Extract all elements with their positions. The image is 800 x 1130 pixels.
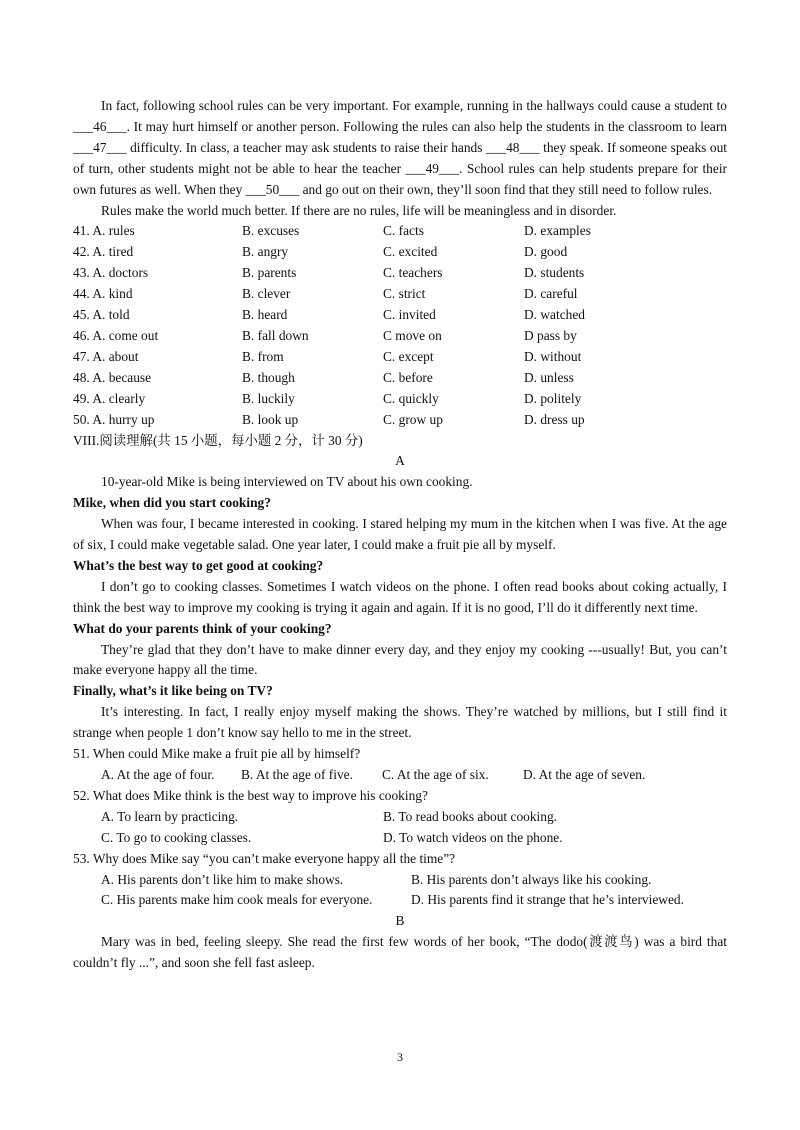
answer-option: B. To read books about cooking. <box>383 808 557 824</box>
option: C. before <box>383 369 433 385</box>
option: C. teachers <box>383 265 443 281</box>
interview-question: What’s the best way to get good at cooking? <box>73 557 324 573</box>
answer-option: C. To go to cooking classes. <box>101 829 252 845</box>
option: 43. A. doctors <box>73 265 149 281</box>
option: D. good <box>524 244 568 260</box>
interview-answer: It’s interesting. In fact, I really enjoy myself making the shows. They’re watched by millions, but I still find it strange when people 1 don’t know say hello to me in the street. <box>73 704 727 741</box>
option: D. careful <box>524 286 578 302</box>
answer-option: D. To watch videos on the phone. <box>383 829 563 845</box>
option: B. excuses <box>242 223 300 239</box>
option: D. watched <box>524 307 585 323</box>
option: C. except <box>383 348 434 364</box>
cloze-paragraph-2: Rules make the world much better. If there are no rules, life will be meaningless and in disorder. <box>101 202 617 218</box>
option-row <box>73 221 727 242</box>
answer-option: D. At the age of seven. <box>523 767 646 782</box>
option-row <box>73 305 727 326</box>
option: B. look up <box>242 411 299 427</box>
answer-option: D. His parents find it strange that he’s interviewed. <box>411 892 684 908</box>
option-row <box>73 284 727 305</box>
page-content <box>73 96 727 974</box>
option: C. strict <box>383 286 426 302</box>
option: 45. A. told <box>73 307 130 323</box>
passage-a-letter: A <box>395 453 405 469</box>
option: B. heard <box>242 307 288 323</box>
option: C. quickly <box>383 390 439 406</box>
option: B. luckily <box>242 390 295 406</box>
answer-option: A. To learn by practicing. <box>101 808 239 824</box>
answer-option: B. At the age of five. <box>241 767 353 782</box>
option: 50. A. hurry up <box>73 411 155 427</box>
question-52-options <box>73 807 727 849</box>
option: C. excited <box>383 244 438 260</box>
page-number: 3 <box>397 1050 403 1064</box>
interview-answer: I don’t go to cooking classes. Sometimes I watch videos on the phone. I often read books about coking actually, I think the best way to improve my cooking is trying it again and again. If it is no good, I’ll do it differently next time. <box>73 578 727 615</box>
option: B. fall down <box>242 327 309 343</box>
question-51: 51. When could Mike make a fruit pie all by himself? <box>73 746 361 762</box>
option-row <box>73 242 727 263</box>
option-row <box>73 368 727 389</box>
option: D. politely <box>524 390 582 406</box>
question-52: 52. What does Mike think is the best way to improve his cooking? <box>73 787 428 803</box>
option: B. though <box>242 369 295 385</box>
option-row <box>73 326 727 347</box>
answer-option: C. At the age of six. <box>382 767 489 782</box>
interview-answer: When was four, I became interested in cooking. I stared helping my mum in the kitchen when I was five. At the age of six, I could make vegetable salad. One year later, I could make a fruit pie all by myself. <box>73 516 727 553</box>
option: B. angry <box>242 244 289 260</box>
passage-b-letter: B <box>395 913 405 929</box>
passage-a-intro: 10-year-old Mike is being interviewed on TV about his own cooking. <box>101 474 473 490</box>
option: D. without <box>524 348 582 364</box>
option: B. parents <box>242 265 297 281</box>
option-row <box>73 347 727 368</box>
option-row <box>73 389 727 410</box>
option: B. from <box>242 348 284 364</box>
cloze-options <box>73 221 727 430</box>
question-53: 53. Why does Mike say “you can’t make everyone happy all the time”? <box>73 850 456 866</box>
option: 42. A. tired <box>73 244 134 260</box>
interview-answer: They’re glad that they don’t have to make dinner every day, and they enjoy my cooking ---usually! But, you can’t make everyone happy all the time. <box>73 641 727 678</box>
option: B. clever <box>242 286 291 302</box>
option: D. students <box>524 265 585 281</box>
option: 44. A. kind <box>73 286 133 302</box>
answer-option: A. His parents don’t like him to make shows. <box>101 871 344 887</box>
option: D. unless <box>524 369 574 385</box>
option: 46. A. come out <box>73 327 159 343</box>
cloze-paragraph-1: In fact, following school rules can be very important. For example, running in the hallways could cause a student to ___46___. It may hurt himself or another person. Following the rules can also help the students in the classroom to learn ___47___ difficulty. In class, a teacher may ask students to raise their hands ___48___ they speak. If someone speaks out of turn, other students might not be able to hear the teacher ___49___. School rules can help students prepare for their own futures as well. When they ___50___ and go out on their own, they’ll soon find that they still need to follow rules. <box>73 98 727 197</box>
option: D. examples <box>524 223 591 239</box>
option: C. facts <box>383 223 424 239</box>
passage-b-paragraph: Mary was in bed, feeling sleepy. She read the first few words of her book, “The dodo(渡渡鸟) was a bird that couldn’t fly ...”, and soon she fell fast asleep. <box>73 934 727 971</box>
interview-question: Finally, what’s it like being on TV? <box>73 683 273 699</box>
option: C. grow up <box>383 411 443 427</box>
section-heading: VIII.阅读理解(共 15 小题，每小题 2 分，计 30 分) <box>73 432 363 448</box>
answer-option: B. His parents don’t always like his cooking. <box>411 871 652 887</box>
interview-question: Mike, when did you start cooking? <box>73 495 271 511</box>
option-row <box>73 263 727 284</box>
option: D. dress up <box>524 411 585 427</box>
option: 41. A. rules <box>73 223 135 239</box>
option: C move on <box>383 327 442 343</box>
answer-option: C. His parents make him cook meals for everyone. <box>101 892 373 908</box>
interview-question: What do your parents think of your cooking? <box>73 620 332 636</box>
answer-option: A. At the age of four. <box>101 767 215 782</box>
question-51-options <box>73 765 727 786</box>
option: C. invited <box>383 307 436 323</box>
option: D pass by <box>524 327 577 343</box>
option: 48. A. because <box>73 369 152 385</box>
question-53-options <box>73 870 727 912</box>
option: 47. A. about <box>73 348 139 364</box>
option: 49. A. clearly <box>73 390 146 406</box>
option-row <box>73 410 727 431</box>
